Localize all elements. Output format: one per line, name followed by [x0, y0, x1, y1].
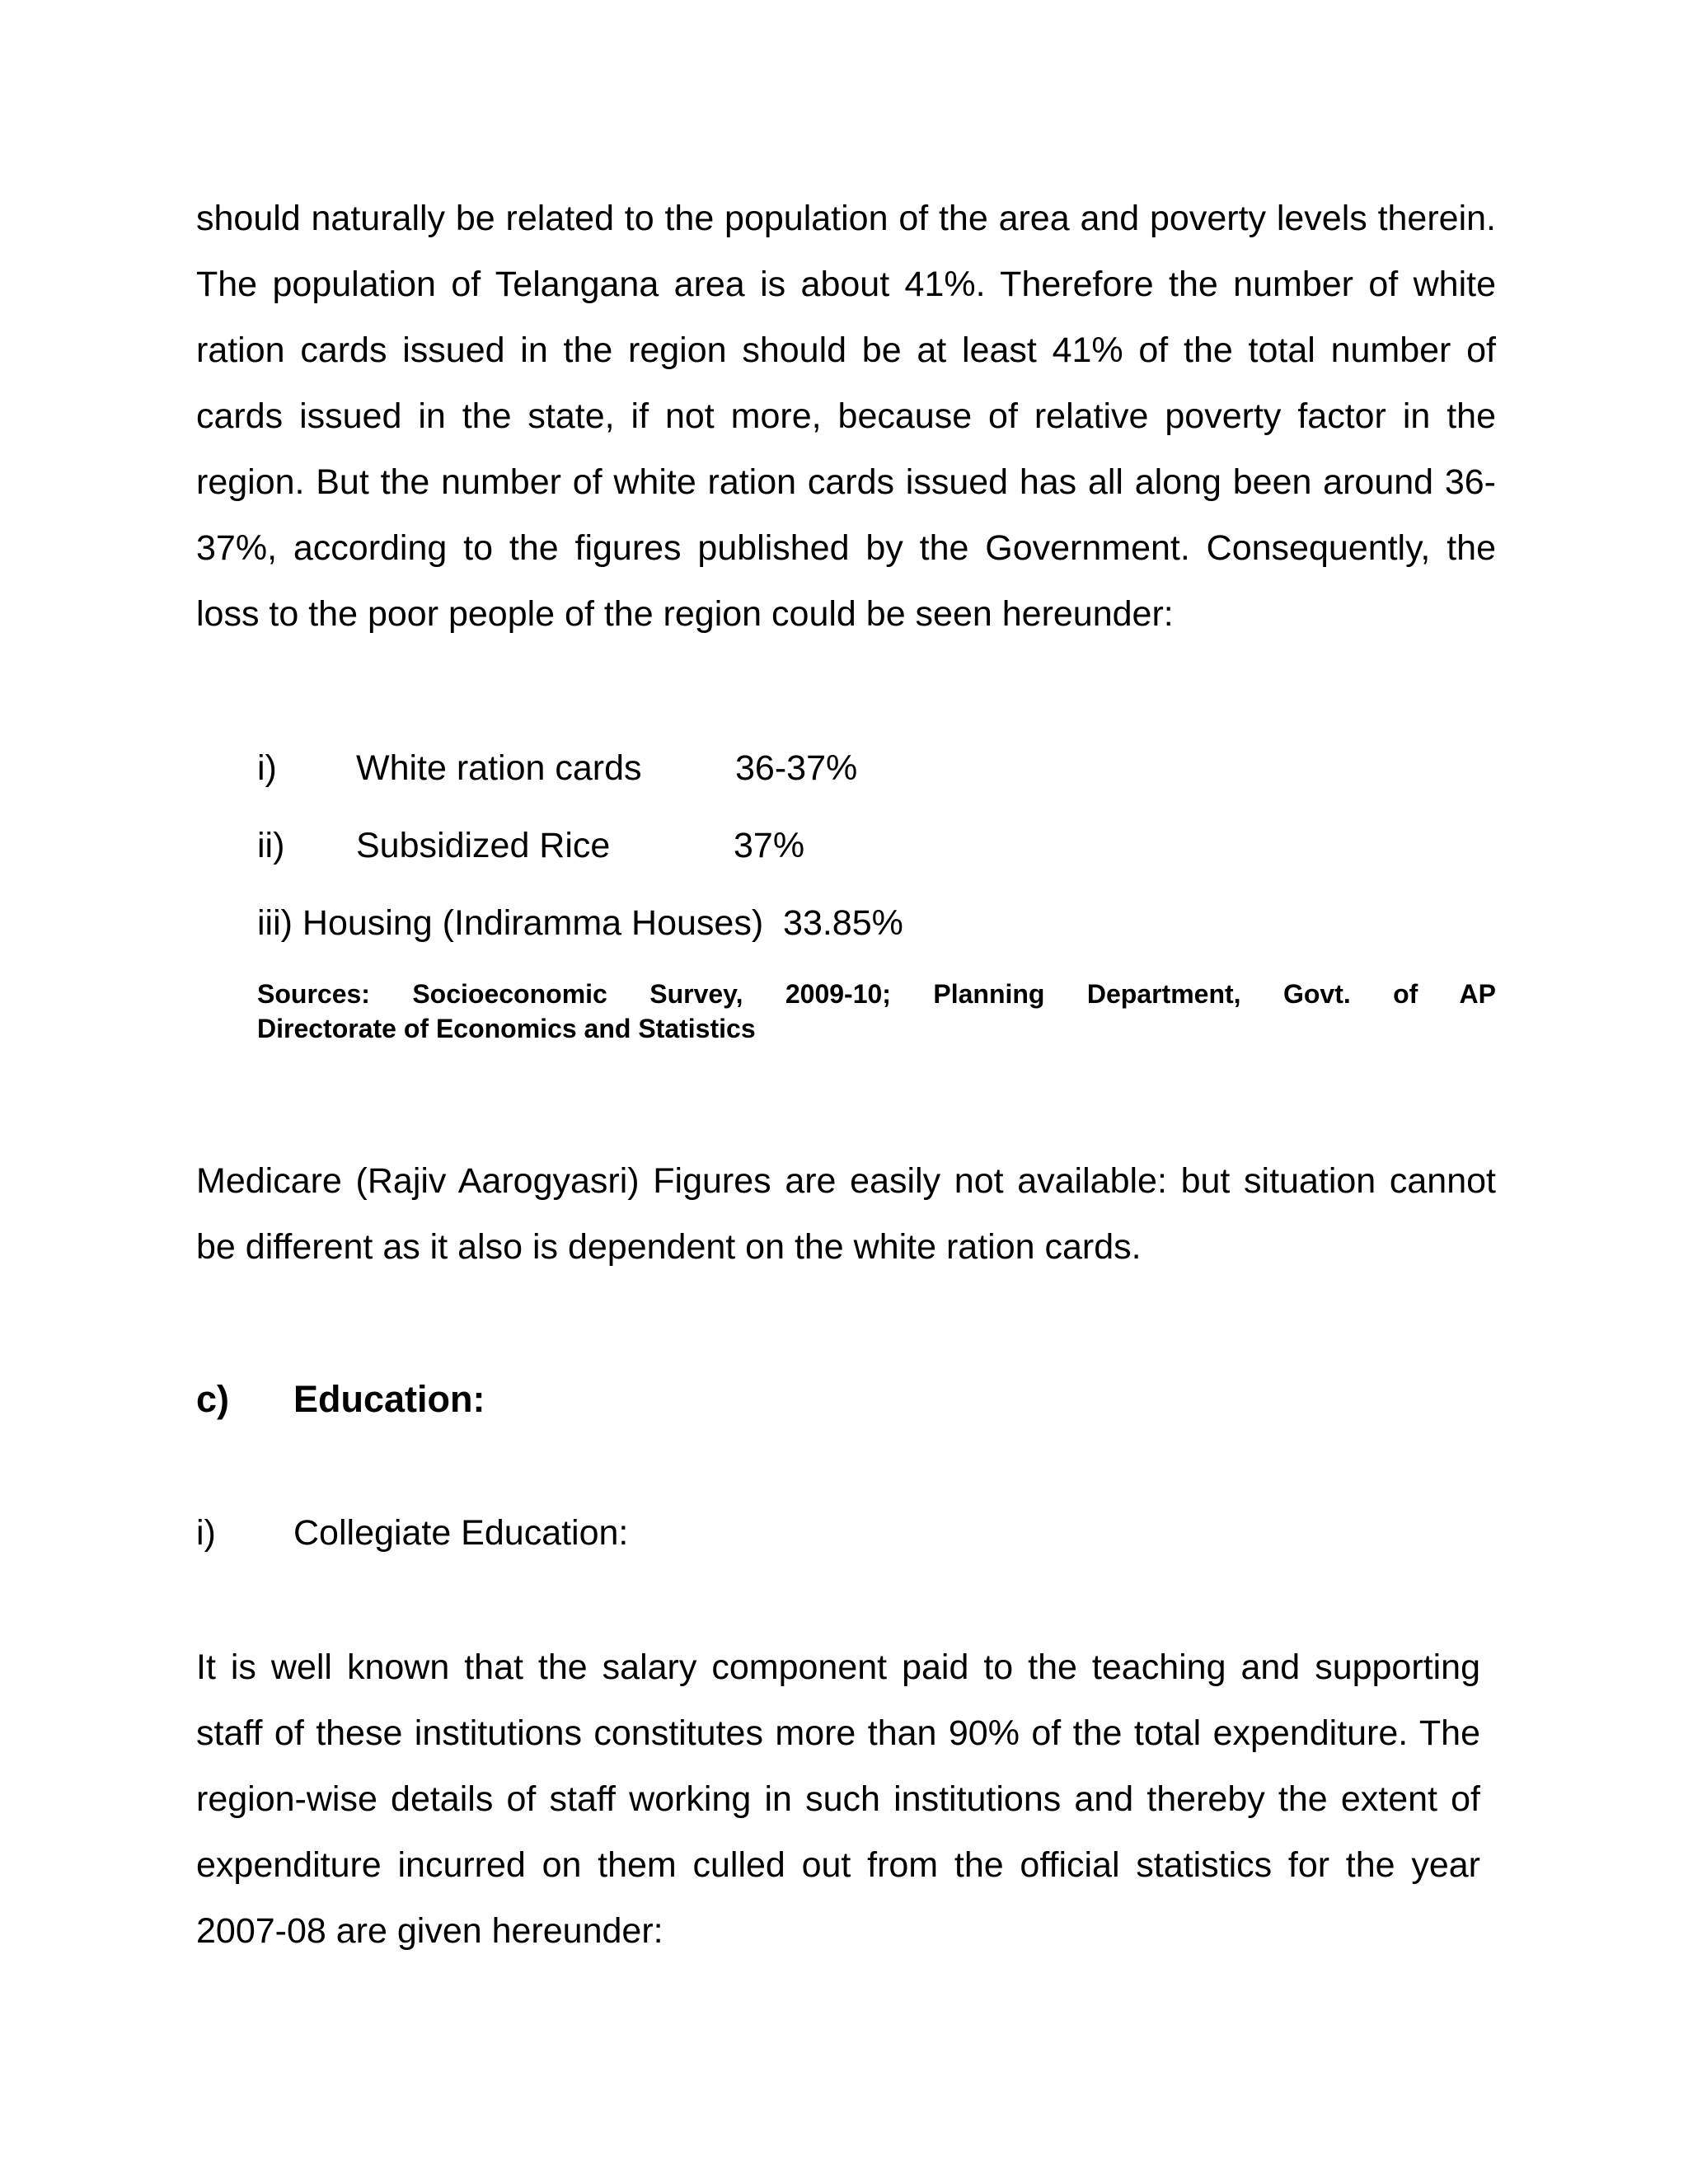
- list-item-label: Subsidized Rice: [356, 826, 611, 865]
- subsection-number: i): [196, 1513, 216, 1553]
- paragraph-salary: It is well known that the salary component paid to the teaching and supporting staff of these institutions constitutes more than 90% of the total expenditure. The region-wise details of staff working in such institutions and thereby the extent of expenditure incurred on them culled out from the official statistics for the year 2007-08 are given hereunder:: [196, 1647, 1480, 1951]
- list-item-full: iii) Housing (Indiramma Houses) 33.85%: [257, 903, 903, 943]
- list-item-number: i): [257, 748, 277, 788]
- list-item-label: White ration cards: [356, 748, 642, 788]
- list-item-value: 36-37%: [735, 748, 858, 788]
- paragraph-medicare: Medicare (Rajiv Aarogyasri) Figures are easily not available: but situation cannot be different as it also is dependent on the white ration cards.: [196, 1161, 1496, 1267]
- sources-line-2: Directorate of Economics and Statistics: [257, 1014, 756, 1043]
- paragraph-poverty: should naturally be related to the population of the area and poverty levels therein. The population of Telangana area is about 41%. Therefore the number of white ration cards issued in the region should be at least 41% of the total number of cards issued in the state, if not more, because of relative poverty factor in the region. But the number of white ration cards issued has all along been around 36-37%, according to the figures published by the Government. Consequently, the loss to the poor people of the region could be seen hereunder:: [196, 199, 1496, 634]
- list-item-number: ii): [257, 826, 285, 865]
- list-item-value: 37%: [734, 826, 805, 865]
- section-title: Education:: [293, 1378, 485, 1420]
- sources-line-1: Sources: Socioeconomic Survey, 2009-10; Planning Department, Govt. of AP: [257, 979, 1496, 1009]
- subsection-title: Collegiate Education:: [293, 1513, 629, 1553]
- section-number: c): [196, 1378, 230, 1420]
- sources-note: [257, 977, 1496, 1046]
